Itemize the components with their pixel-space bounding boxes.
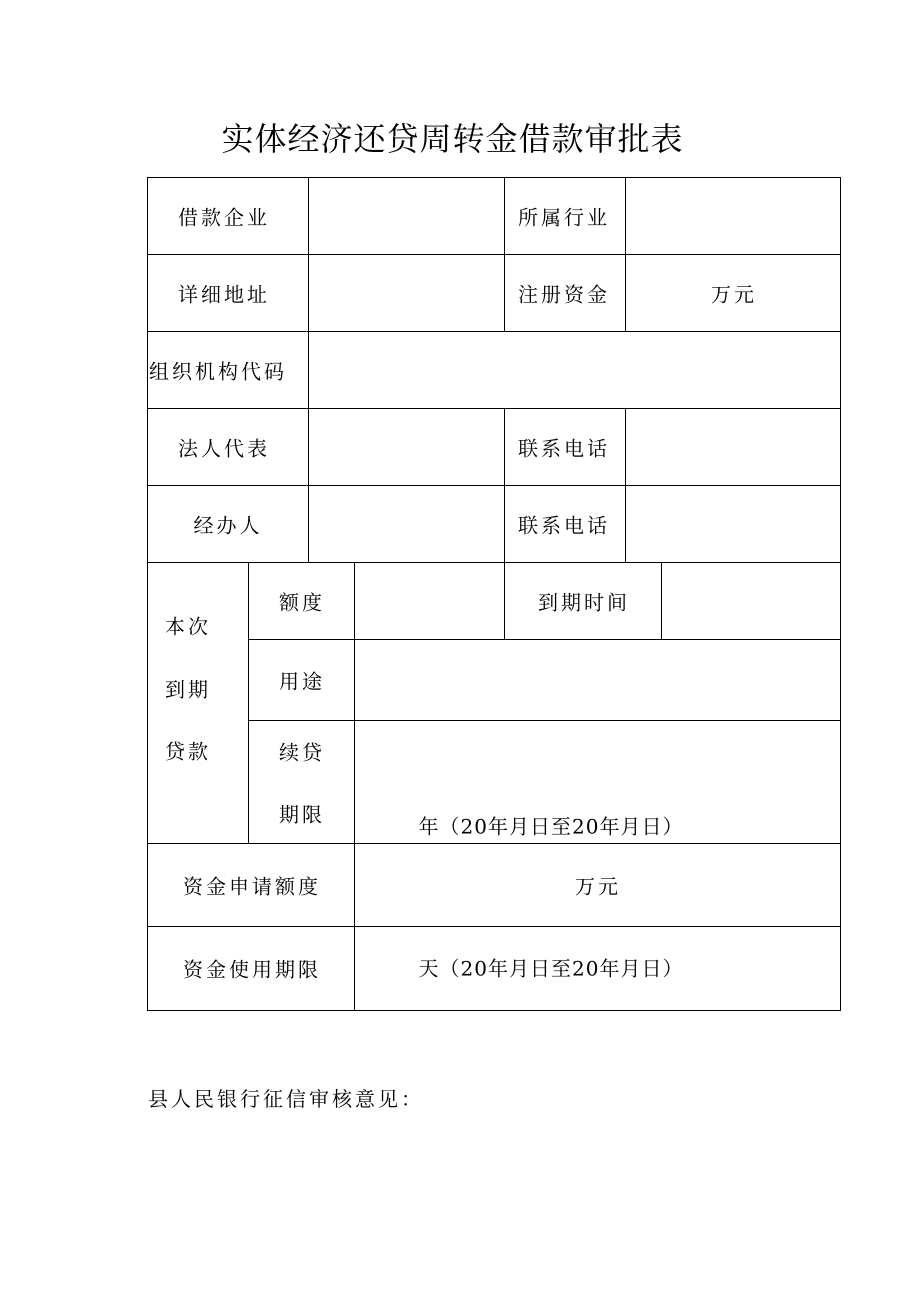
phone-label-1: 联系电话: [518, 436, 610, 461]
loan-section-label-2: 到期: [165, 677, 211, 702]
apply-amount-unit: 万元: [575, 874, 621, 899]
renewal-period-value: 年（20年月日至20年月日）: [418, 814, 684, 839]
address-label: 详细地址: [178, 282, 270, 307]
use-period-label: 资金使用期限: [183, 957, 321, 982]
renewal-label-1: 续贷: [279, 740, 325, 765]
industry-label: 所属行业: [518, 205, 610, 230]
loan-section-label-3: 贷款: [165, 739, 211, 764]
loan-section-label-1: 本次: [165, 614, 211, 639]
phone-label-2: 联系电话: [518, 513, 610, 538]
legal-rep-label: 法人代表: [178, 436, 270, 461]
registered-capital-unit: 万元: [711, 282, 757, 307]
registered-capital-label: 注册资金: [518, 282, 610, 307]
amount-label: 额度: [279, 590, 325, 615]
apply-amount-label: 资金申请额度: [183, 874, 321, 899]
credit-review-opinion-label: 县人民银行征信审核意见：: [148, 1087, 424, 1111]
renewal-label-2: 期限: [279, 802, 325, 827]
handler-label: 经办人: [193, 513, 263, 538]
borrower-label: 借款企业: [178, 205, 270, 230]
org-code-label: 组织机构代码: [149, 359, 287, 384]
due-time-label: 到期时间: [538, 590, 630, 615]
purpose-label: 用途: [279, 669, 325, 694]
use-period-value: 天（20年月日至20年月日）: [418, 956, 684, 981]
page-title: 实体经济还贷周转金借款审批表: [221, 120, 684, 158]
